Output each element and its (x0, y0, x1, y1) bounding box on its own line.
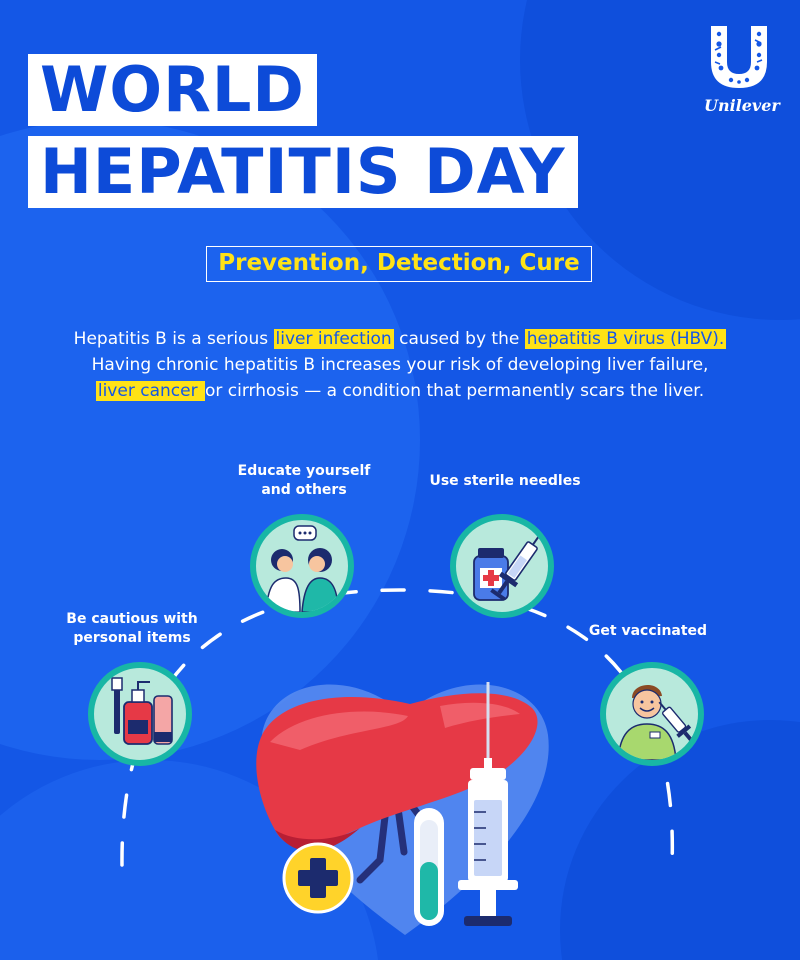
description-text: Hepatitis B is a serious (73, 329, 274, 349)
conversation-icon (256, 520, 348, 612)
description-text: caused by the (393, 329, 525, 349)
test-tube-icon (414, 808, 444, 926)
tagline: Prevention, Detection, Cure (206, 246, 592, 282)
step-circle-educate (250, 514, 354, 618)
vaccinated-person-icon (606, 668, 698, 760)
step-label-educate: Educate yourself and others (237, 463, 371, 498)
description-text: or cirrhosis — a condition that permanently scars the liver. (204, 381, 705, 401)
syringe-vial-icon (456, 520, 548, 612)
step-label-sterile-needles: Use sterile needles (429, 473, 581, 489)
title-line-1: WORLD (28, 54, 317, 126)
step-circle-sterile-needles (450, 514, 554, 618)
brand-name: Unilever (704, 96, 780, 115)
step-circle-vaccinated (600, 662, 704, 766)
description-text: Having chronic hepatitis B increases your risk of developing liver failure, (91, 355, 709, 375)
highlight-liver-cancer: liver cancer (97, 381, 203, 401)
step-label-vaccinated: Get vaccinated (588, 623, 708, 639)
highlight-hbv: hepatitis B virus (HBV). (526, 329, 725, 349)
title-line-2: HEPATITIS DAY (28, 136, 578, 208)
plus-badge-icon (284, 844, 352, 912)
step-circle-personal-items (88, 662, 192, 766)
highlight-liver-infection: liver infection (275, 329, 392, 349)
step-label-personal-items: Be cautious with personal items (66, 611, 198, 646)
personal-items-icon (94, 668, 186, 760)
